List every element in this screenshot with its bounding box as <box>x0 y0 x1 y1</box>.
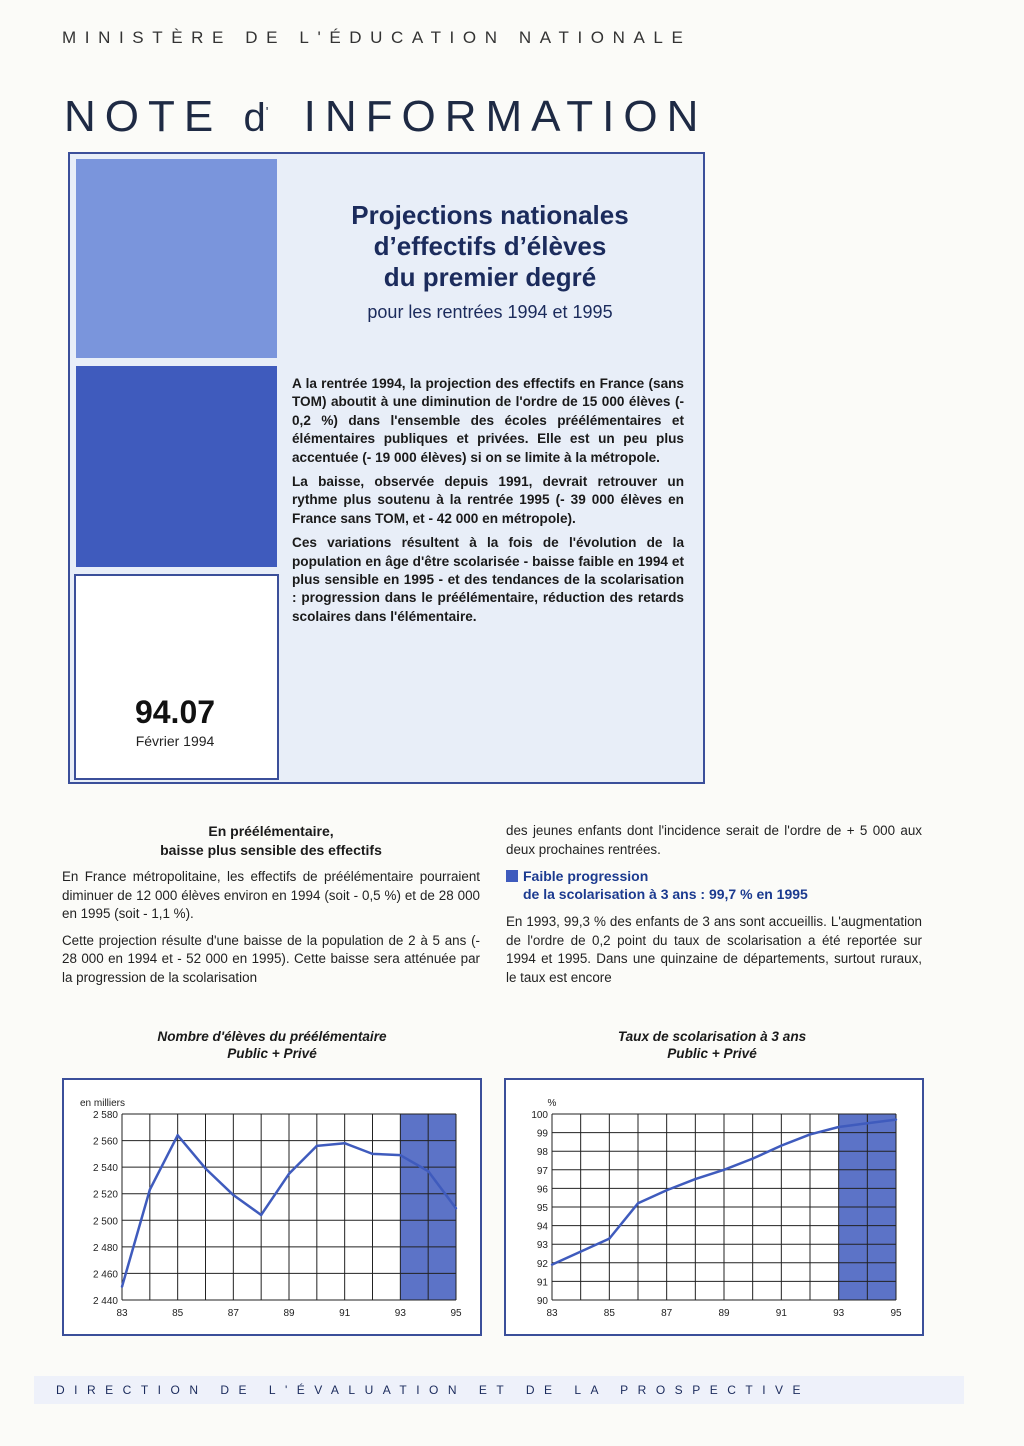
document-title <box>300 200 680 293</box>
data-point <box>399 1154 401 1156</box>
data-point <box>694 1178 696 1180</box>
data-point <box>121 1286 123 1288</box>
body-paragraph: Cette projection résulte d'une baisse de la population de 2 à 5 ans (- 28 000 en 1994 et - 52 000 en 1995). Cette baisse sera atténuée par la progression de la scolarisation <box>62 932 480 985</box>
x-tick-label: 87 <box>661 1308 673 1319</box>
footer-text: DIRECTION DE L'ÉVALUATION ET DE LA PROSPECTIVE <box>56 1383 811 1397</box>
ministry-name: MINISTÈRE DE L'ÉDUCATION NATIONALE <box>62 28 692 47</box>
cover-block-light <box>76 159 277 358</box>
data-point <box>149 1189 151 1191</box>
body-paragraph: des jeunes enfants dont l'incidence serait de l'ordre de + 5 000 aux deux prochaines rentrées. <box>506 823 922 857</box>
data-point <box>288 1173 290 1175</box>
data-point <box>371 1153 373 1155</box>
abstract-paragraph: A la rentrée 1994, la projection des effectifs en France (sans TOM) aboutit à une diminution de l'ordre de 15 000 élèves (- 0,2 %) dans l'ensemble des écoles préélémentaires et élémentaires publiques et privées. Elle est un peu plus accentuée (- 19 000 élèves) si on se limite à la métropole. <box>292 376 684 465</box>
publication-title <box>64 92 707 142</box>
y-tick-label: 99 <box>536 1128 548 1140</box>
y-tick-label: 2 560 <box>92 1136 118 1148</box>
y-tick-label: 95 <box>536 1203 548 1214</box>
y-tick-label: 91 <box>536 1277 548 1289</box>
x-tick-label: 89 <box>718 1308 730 1319</box>
x-tick-label: 83 <box>116 1308 128 1319</box>
title-part2: INFORMATION <box>303 92 708 141</box>
document-title-line: d’effectifs d’élèves <box>373 231 607 261</box>
y-axis-label: en milliers <box>80 1098 126 1109</box>
document-title-line: Projections nationales <box>351 200 629 230</box>
chart2-title: Taux de scolarisation à 3 ans Public + Privé <box>617 1029 807 1061</box>
data-point <box>260 1214 262 1216</box>
y-tick-label: 2 440 <box>92 1296 118 1307</box>
data-point <box>608 1237 610 1239</box>
document-title-line: du premier degré <box>383 262 597 292</box>
note-date: Février 1994 <box>135 733 215 749</box>
y-tick-label: 97 <box>536 1165 548 1177</box>
cover-block-dark <box>76 366 277 567</box>
x-tick-label: 91 <box>775 1308 787 1319</box>
y-tick-label: 2 520 <box>92 1189 118 1201</box>
x-tick-label: 89 <box>283 1308 295 1319</box>
text-column-left <box>62 868 480 996</box>
data-point <box>343 1142 345 1144</box>
abstract-paragraph: Ces variations résultent à la fois de l'évolution de la population en âge d'être scolarisée - baisse faible en 1994 et plus sensible en 1995 - et des tendances de la scolarisation : progression dans le préélémentaire, réduction des retards scolaires dans l'élémentaire. <box>292 535 684 624</box>
cover-block-white <box>74 574 279 780</box>
data-point <box>427 1170 429 1172</box>
note-number: 94.07 <box>134 694 216 730</box>
data-point <box>751 1157 753 1159</box>
data-point <box>837 1126 839 1128</box>
y-tick-label: 2 480 <box>92 1242 118 1254</box>
y-axis-label: % <box>547 1098 557 1109</box>
y-tick-label: 2 460 <box>92 1269 118 1281</box>
text-column-right <box>506 822 922 996</box>
y-tick-label: 98 <box>536 1147 548 1159</box>
chart1-title: Nombre d'élèves du préélémentaire Public + Privé <box>157 1029 387 1061</box>
data-point <box>665 1189 667 1191</box>
y-tick-label: 93 <box>536 1240 548 1252</box>
y-tick-label: 2 580 <box>92 1110 118 1121</box>
title-part1: NOTE <box>64 92 223 141</box>
body-paragraph: En France métropolitaine, les effectifs de préélémentaire pourraient diminuer de 12 000 élèves environ en 1994 (soit - 0,5 %) et de 28 000 en 1995 (soit - 1,1 %). <box>62 869 480 922</box>
x-tick-label: 93 <box>833 1308 845 1319</box>
x-tick-label: 85 <box>603 1308 615 1319</box>
square-bullet-icon <box>506 870 518 882</box>
x-tick-label: 83 <box>546 1308 558 1319</box>
y-tick-label: 2 540 <box>92 1163 118 1175</box>
y-tick-label: 90 <box>536 1296 548 1307</box>
chart2-plot <box>506 1080 922 1334</box>
x-tick-label: 95 <box>450 1308 462 1319</box>
section-heading: En préélémentaire, baisse plus sensible des effectifs <box>160 823 382 858</box>
data-point <box>204 1167 206 1169</box>
abstract <box>292 375 684 632</box>
data-point <box>866 1122 868 1124</box>
x-tick-label: 87 <box>227 1308 239 1319</box>
y-tick-label: 96 <box>536 1184 548 1196</box>
data-point <box>723 1169 725 1171</box>
data-point <box>895 1118 897 1120</box>
data-point <box>316 1145 318 1147</box>
body-paragraph: En 1993, 99,3 % des enfants de 3 ans sont accueillis. L'augmentation de l'ordre de 0,2 point du taux de scolarisation a été reportée sur 1994 et 1995. Dans une quinzaine de départements, surtout ruraux, le taux est encore <box>506 914 922 985</box>
chart1-box <box>62 1078 482 1336</box>
document-subtitle: pour les rentrées 1994 et 1995 <box>367 302 613 322</box>
data-point <box>579 1250 581 1252</box>
title-d: d' <box>243 96 269 140</box>
data-point <box>232 1194 234 1196</box>
x-tick-label: 93 <box>394 1308 406 1319</box>
abstract-paragraph: La baisse, observée depuis 1991, devrait retrouver un rythme plus soutenu à la rentrée 1995 (- 39 000 élèves en France sans TOM, et - 42 000 en métropole). <box>292 474 684 526</box>
y-tick-label: 2 500 <box>92 1216 118 1228</box>
subheading: Faible progression de la scolarisation à 3 ans : 99,7 % en 1995 <box>506 867 922 903</box>
y-tick-label: 100 <box>531 1110 548 1121</box>
data-point <box>455 1207 457 1209</box>
data-point <box>809 1133 811 1135</box>
data-point <box>780 1144 782 1146</box>
y-tick-label: 94 <box>536 1221 548 1233</box>
y-tick-label: 92 <box>536 1258 548 1270</box>
data-point <box>176 1134 178 1136</box>
data-point <box>637 1202 639 1204</box>
chart1-plot <box>64 1080 480 1334</box>
x-tick-label: 85 <box>172 1308 184 1319</box>
data-point <box>551 1263 553 1265</box>
x-tick-label: 91 <box>339 1308 351 1319</box>
chart2-box <box>504 1078 924 1336</box>
x-tick-label: 95 <box>890 1308 902 1319</box>
